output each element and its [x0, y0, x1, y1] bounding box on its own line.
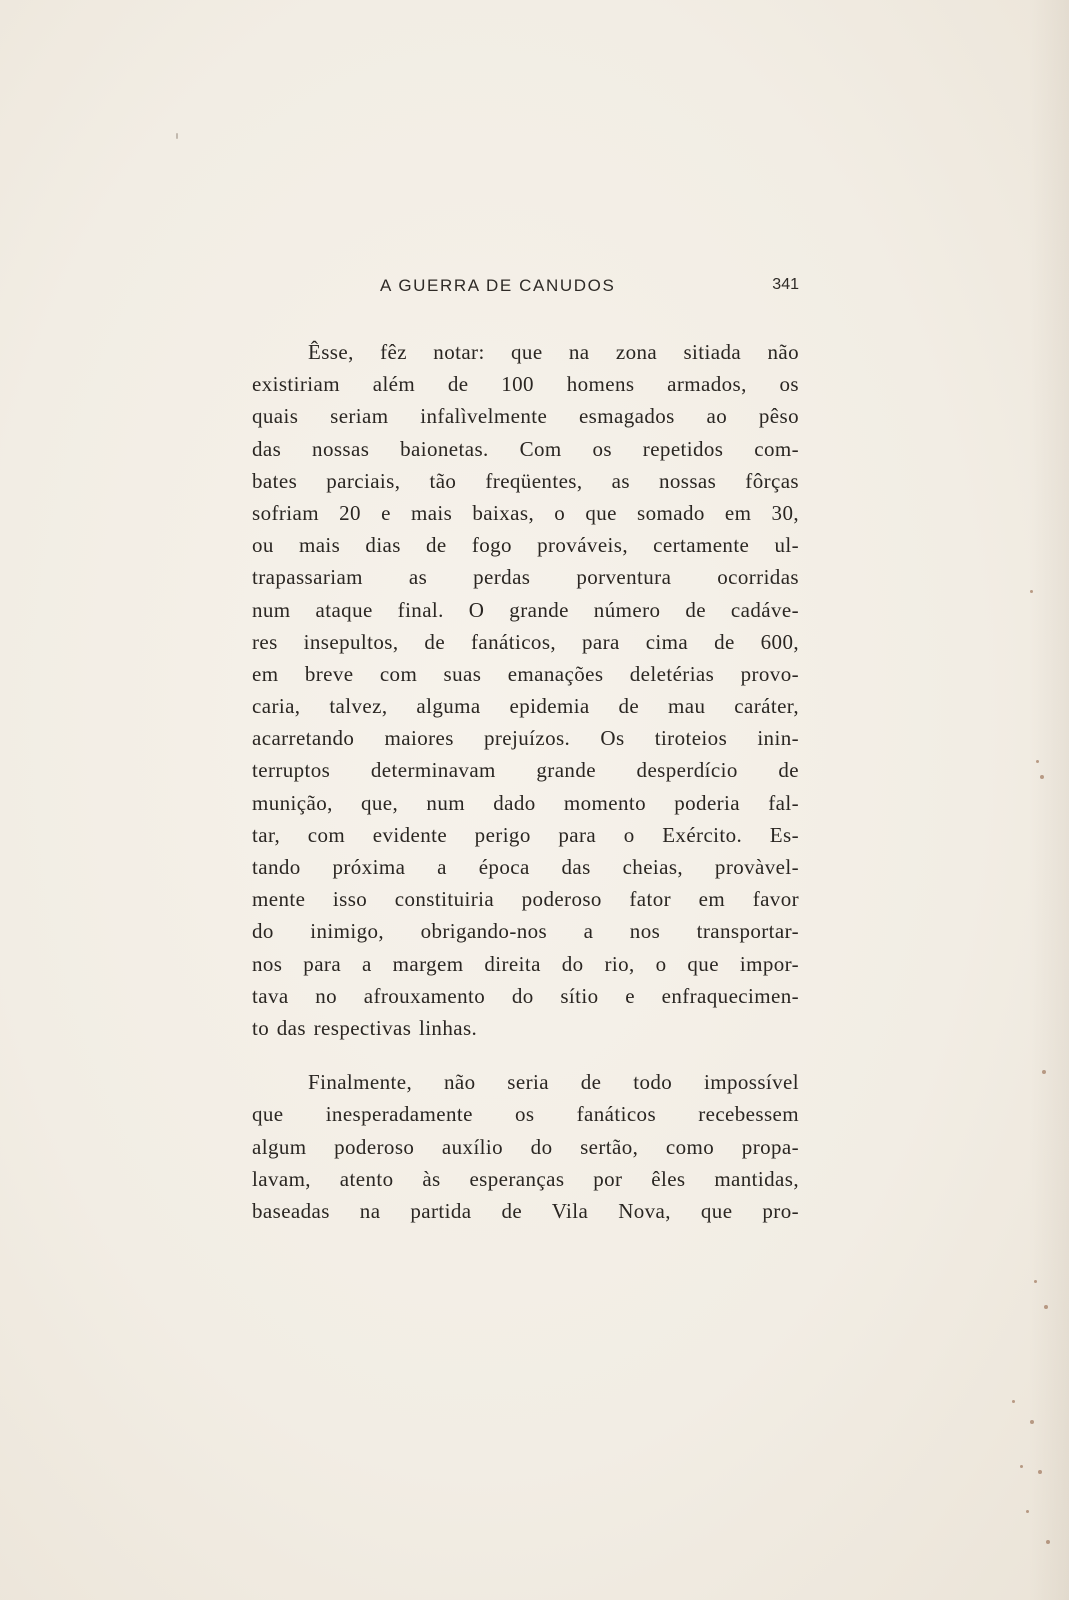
foxing-speck	[176, 133, 178, 139]
foxing-speck	[1040, 775, 1044, 779]
text-line: lavam, atento às esperanças por êles mantidas,	[252, 1166, 799, 1191]
text-line: munição, que, num dado momento poderia fal-	[252, 790, 799, 815]
text-line: tar, com evidente perigo para o Exército. Es-	[252, 822, 799, 847]
text-line: do inimigo, obrigando-nos a nos transportar-	[252, 919, 799, 944]
text-line: res insepultos, de fanáticos, para cima de 600,	[252, 629, 799, 654]
text-line: bates parciais, tão freqüentes, as nossas fôrças	[252, 468, 799, 493]
page-edge-shadow	[1029, 0, 1069, 1600]
text-line: das nossas baionetas. Com os repetidos com-	[252, 436, 799, 461]
text-line: tava no afrouxamento do sítio e enfraquecimen-	[252, 983, 799, 1008]
page-number: 341	[772, 276, 799, 293]
paragraph-1	[252, 336, 799, 1044]
text-line: Êsse, fêz notar: que na zona sitiada não	[308, 340, 799, 364]
foxing-speck	[1044, 1305, 1048, 1309]
text-line: existiriam além de 100 homens armados, os	[252, 372, 799, 397]
body-text	[252, 336, 799, 1227]
text-line: caria, talvez, alguma epidemia de mau caráter,	[252, 694, 799, 719]
foxing-speck	[1020, 1465, 1023, 1468]
paragraph-gap	[252, 1044, 799, 1066]
text-line: em breve com suas emanações deletérias provo-	[252, 661, 799, 686]
foxing-speck	[1012, 1400, 1015, 1403]
text-line: que inesperadamente os fanáticos recebessem	[252, 1102, 799, 1127]
text-line: num ataque final. O grande número de cadáve-	[252, 597, 799, 622]
paragraph-2	[252, 1066, 799, 1227]
text-line: sofriam 20 e mais baixas, o que somado em 30,	[252, 500, 799, 525]
text-line: to das respectivas linhas.	[252, 1015, 478, 1040]
text-line: ou mais dias de fogo prováveis, certamente ul-	[252, 533, 799, 558]
foxing-speck	[1030, 1420, 1034, 1424]
foxing-speck	[1026, 1510, 1029, 1513]
text-line: terruptos determinavam grande desperdício de	[252, 758, 799, 783]
foxing-speck	[1042, 1070, 1046, 1074]
text-line: Finalmente, não seria de todo impossível	[308, 1070, 799, 1095]
foxing-speck	[1034, 1280, 1037, 1283]
text-line: baseadas na partida de Vila Nova, que pro-	[252, 1198, 799, 1223]
page-header	[252, 276, 799, 304]
foxing-speck	[1046, 1540, 1050, 1544]
text-line: tando próxima a época das cheias, provàvel-	[252, 855, 799, 879]
foxing-speck	[1036, 760, 1039, 763]
text-line: quais seriam infalìvelmente esmagados ao pêso	[252, 404, 799, 429]
text-line: algum poderoso auxílio do sertão, como propa-	[252, 1134, 799, 1159]
foxing-speck	[1038, 1470, 1042, 1474]
foxing-speck	[1030, 590, 1033, 593]
text-line: trapassariam as perdas porventura ocorridas	[252, 565, 799, 590]
text-line: mente isso constituiria poderoso fator em favor	[252, 887, 799, 912]
text-line: acarretando maiores prejuízos. Os tiroteios inin-	[252, 726, 799, 751]
text-line: nos para a margem direita do rio, o que impor-	[252, 951, 799, 976]
running-title: A GUERRA DE CANUDOS	[380, 276, 616, 295]
